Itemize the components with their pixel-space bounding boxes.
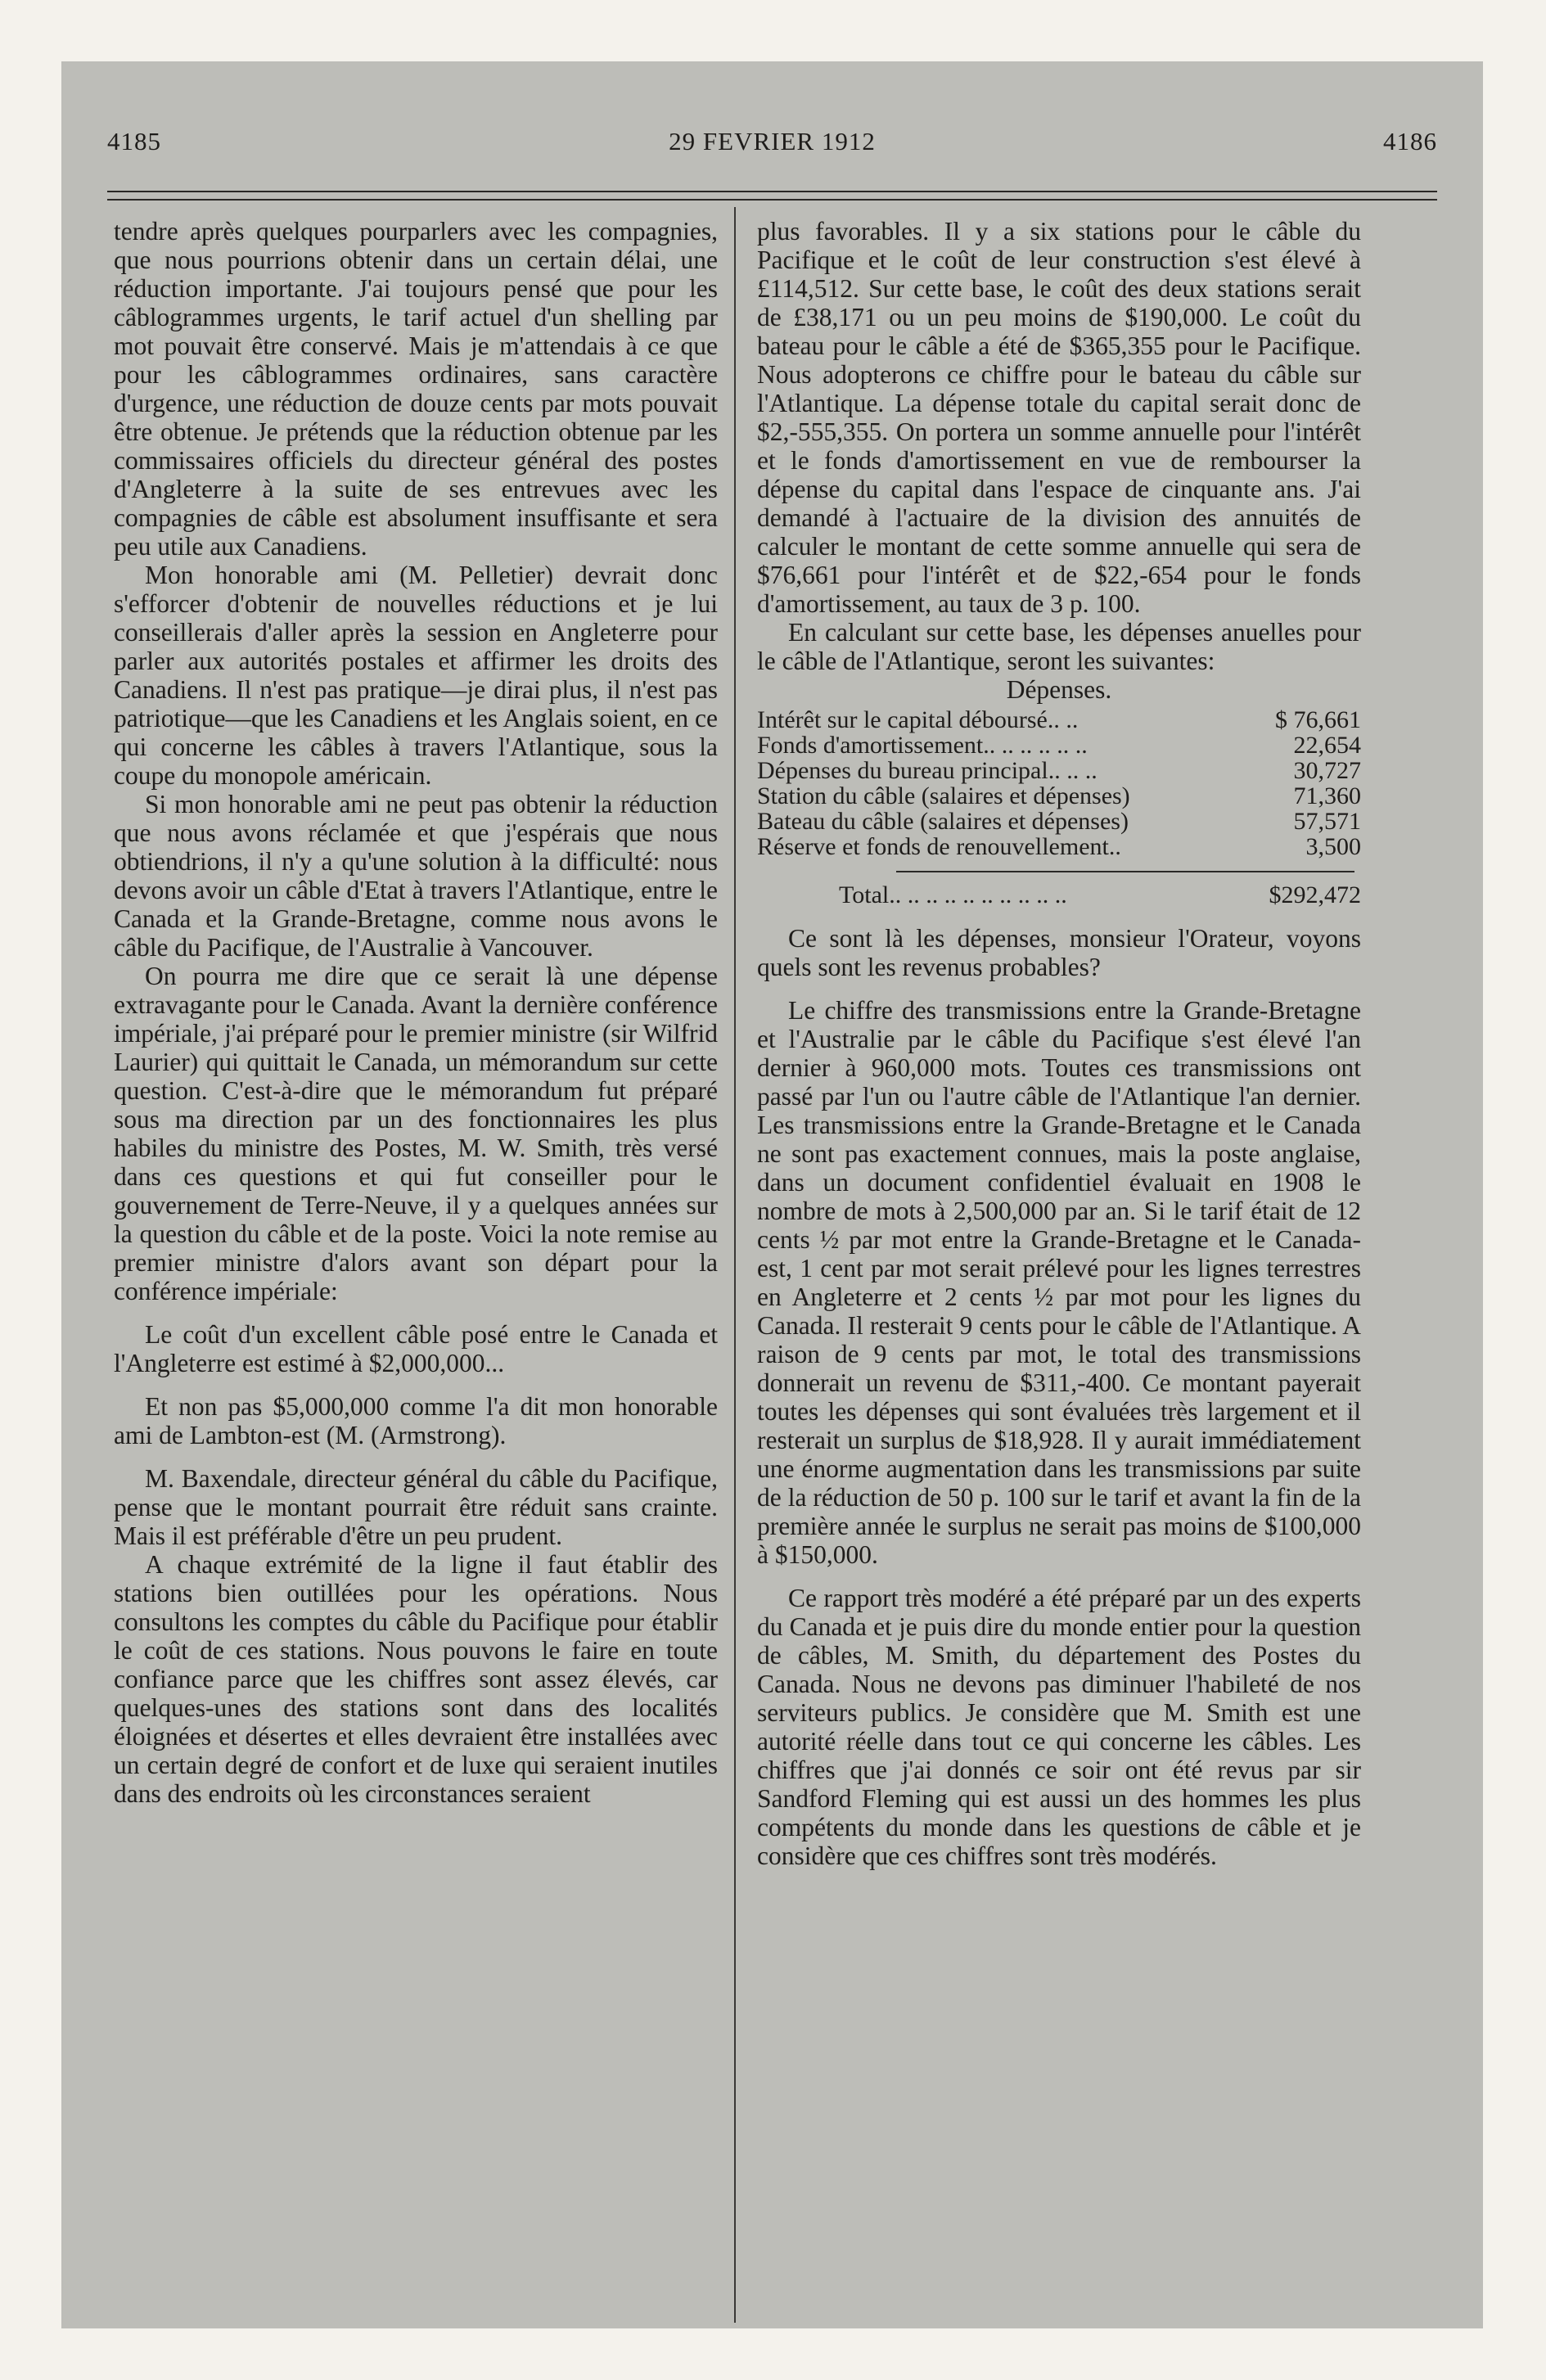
- expense-label: Bateau du câble (salaires et dépenses): [757, 808, 1129, 835]
- header-rule-top: [107, 191, 1437, 192]
- expense-label: Station du câble (salaires et dépenses): [757, 782, 1130, 809]
- expenses-table: [757, 707, 1361, 859]
- total-rule: [896, 871, 1354, 872]
- total-row: [757, 881, 1361, 909]
- scanned-page: [61, 61, 1483, 2328]
- right-intro-paragraph: plus favorables. Il y a six stations pour le câble du Pacifique et le coût de leur construction s'est élevé à £114,512. Sur cette base, le coût des deux stations serait de £38,171 ou un peu moins de $190,000. Le coût du bateau pour le câble a été de $365,355 pour le Pacifique. Nous adopterons ce chiffre pour le bateau du câble sur l'Atlantique. La dépense totale du capital serait donc de $2,-555,355. On portera un somme annuelle pour l'intérêt et le fonds d'amortissement en vue de rembourser la dépense du capital dans l'espace de cinquante ans. J'ai demandé à l'actuaire de la division des annuités de calculer le montant de cette somme annuelle qui sera de $76,661 pour l'intérêt et de $22,-654 pour le fonds d'amortissement, au taux de 3 p. 100.: [757, 217, 1361, 618]
- header-date: 29 FEVRIER 1912: [669, 127, 876, 156]
- left-paragraph-3: Si mon honorable ami ne peut pas obtenir la réduction que nous avons réclamée et que j'espérais que nous obtiendrions, il n'y a qu'une solution à la difficulté: nous devons avoir un câble d'Etat à travers l'Atlantique, entre le Canada et la Grande-Bretagne, comme nous avons le câble du Pacifique, de l'Australie à Vancouver.: [114, 790, 718, 962]
- right-column: [757, 217, 1361, 1870]
- total-label: Total.. .. .. .. .. .. .. .. .. ..: [839, 881, 1067, 908]
- right-page-number: 4186: [1383, 127, 1437, 156]
- expense-value: $ 76,661: [1275, 706, 1361, 733]
- table-row: [757, 809, 1361, 834]
- expense-label: Réserve et fonds de renouvellement..: [757, 833, 1121, 860]
- expense-label: Intérêt sur le capital déboursé.. ..: [757, 706, 1079, 733]
- expense-value: 57,571: [1293, 808, 1361, 835]
- right-after-total-paragraph: Ce sont là les dépenses, monsieur l'Orateur, voyons quels sont les revenus probables?: [757, 924, 1361, 981]
- expense-value: 3,500: [1305, 833, 1361, 860]
- expense-label: Fonds d'amortissement.. .. .. .. .. ..: [757, 732, 1088, 759]
- expense-label: Dépenses du bureau principal.. .. ..: [757, 757, 1098, 784]
- expense-value: 71,360: [1293, 782, 1361, 809]
- left-paragraph-4: On pourra me dire que ce serait là une dépense extravagante pour le Canada. Avant la dernière conférence impériale, j'ai préparé pour le premier ministre (sir Wilfrid Laurier) qui quittait le Canada, un mémorandum sur cette question. C'est-à-dire que le mémorandum fut préparé sous ma direction par un des fonctionnaires les plus habiles du ministre des Postes, M. W. Smith, très versé dans ces questions et qui fut conseiller pour le gouvernement de Terre-Neuve, il y a quelques années sur la question du câble et de la poste. Voici la note remise au premier ministre d'alors avant son départ pour la conférence impériale:: [114, 962, 718, 1305]
- left-paragraph-1: tendre après quelques pourparlers avec les compagnies, que nous pourrions obtenir dans un certain délai, une réduction importante. J'ai toujours pensé que pour les câblogrammes urgents, le tarif actuel d'un shelling par mot pouvait être conservé. Mais je m'attendais à ce que pour les câblogrammes ordinaires, sans caractère d'urgence, une réduction de douze cents par mots pouvait être obtenue. Je prétends que la réduction obtenue par les commissaires officiels du directeur général des postes d'Angleterre à la suite de ses entrevues avec les compagnies de câble est absolument insuffisante et sera peu utile aux Canadiens.: [114, 217, 718, 561]
- expense-value: 30,727: [1293, 757, 1361, 784]
- expenses-title: Dépenses.: [1006, 675, 1112, 704]
- right-calc-paragraph: En calculant sur cette base, les dépenses anuelles pour le câble de l'Atlantique, seront les suivantes:: [757, 618, 1361, 675]
- left-page-number: 4185: [107, 127, 161, 156]
- left-paragraph-6: Et non pas $5,000,000 comme l'a dit mon honorable ami de Lambton-est (M. (Armstrong).: [114, 1392, 718, 1449]
- left-quote-paragraph: Le coût d'un excellent câble posé entre le Canada et l'Angleterre est estimé à $2,000,000...: [114, 1320, 718, 1377]
- header-rule-bottom: [107, 199, 1437, 201]
- left-column: [114, 217, 718, 1808]
- left-paragraph-7: M. Baxendale, directeur général du câble du Pacifique, pense que le montant pourrait être réduit sans crainte. Mais il est préférable d'être un peu prudent.: [114, 1464, 718, 1550]
- table-row: [757, 758, 1361, 783]
- table-row: [757, 834, 1361, 859]
- left-paragraph-8: A chaque extrémité de la ligne il faut établir des stations bien outillées pour les opérations. Nous consultons les comptes du câble du Pacifique pour établir le coût de ces stations. Nous pouvons le faire en toute confiance parce que les chiffres sont assez élevés, car quelques-unes des stations sont dans des localités éloignées et désertes et elles devraient être installées avec un certain degré de confort et de luxe qui seraient inutiles dans des endroits où les circonstances seraient: [114, 1550, 718, 1808]
- column-divider: [734, 207, 736, 2323]
- right-closing-paragraph: Ce rapport très modéré a été préparé par un des experts du Canada et je puis dire du monde entier pour la question de câbles, M. Smith, du département des Postes du Canada. Nous ne devons pas diminuer l'habileté de nos serviteurs publics. Je considère que M. Smith est une autorité réelle dans tout ce qui concerne les câbles. Les chiffres que j'ai donnés ce soir ont été revus par sir Sandford Fleming qui est aussi un des hommes les plus compétents du monde dans les questions de câble et je considère que ces chiffres sont très modérés.: [757, 1584, 1361, 1870]
- table-row: [757, 732, 1361, 758]
- expense-value: 22,654: [1293, 732, 1361, 759]
- right-revenue-paragraph: Le chiffre des transmissions entre la Grande-Bretagne et l'Australie par le câble du Pacifique s'est élevé l'an dernier à 960,000 mots. Toutes ces transmissions ont passé par l'un ou l'autre câble de l'Atlantique l'an dernier. Les transmissions entre la Grande-Bretagne et le Canada ne sont pas exactement connues, mais la poste anglaise, dans un document confidentiel évaluait en 1908 le nombre de mots à 2,500,000 par an. Si le tarif était de 12 cents ½ par mot entre la Grande-Bretagne et le Canada-est, 1 cent par mot serait prélevé pour les lignes terrestres en Angleterre et 2 cents ½ par mot pour les lignes du Canada. Il resterait 9 cents pour le câble de l'Atlantique. A raison de 9 cents par mot, le total des transmissions donnerait un revenu de $311,-400. Ce montant payerait toutes les dépenses qui sont évaluées très largement et il resterait un surplus de $18,928. Il y aurait immédiatement une énorme augmentation dans les transmissions par suite de la réduction de 50 p. 100 sur le tarif et avant la fin de la première année le surplus ne serait pas moins de $100,000 à $150,000.: [757, 996, 1361, 1569]
- page-header: [61, 119, 1483, 168]
- table-row: [757, 707, 1361, 732]
- table-row: [757, 783, 1361, 809]
- total-value: $292,472: [1269, 881, 1361, 908]
- left-paragraph-2: Mon honorable ami (M. Pelletier) devrait donc s'efforcer d'obtenir de nouvelles réductions et je lui conseillerais d'aller après la session en Angleterre pour parler aux autorités postales et affirmer les droits des Canadiens. Il n'est pas pratique—je dirai plus, il n'est pas patriotique—que les Canadiens et les Anglais soient, en ce qui concerne les câbles à travers l'Atlantique, sous la coupe du monopole américain.: [114, 561, 718, 790]
